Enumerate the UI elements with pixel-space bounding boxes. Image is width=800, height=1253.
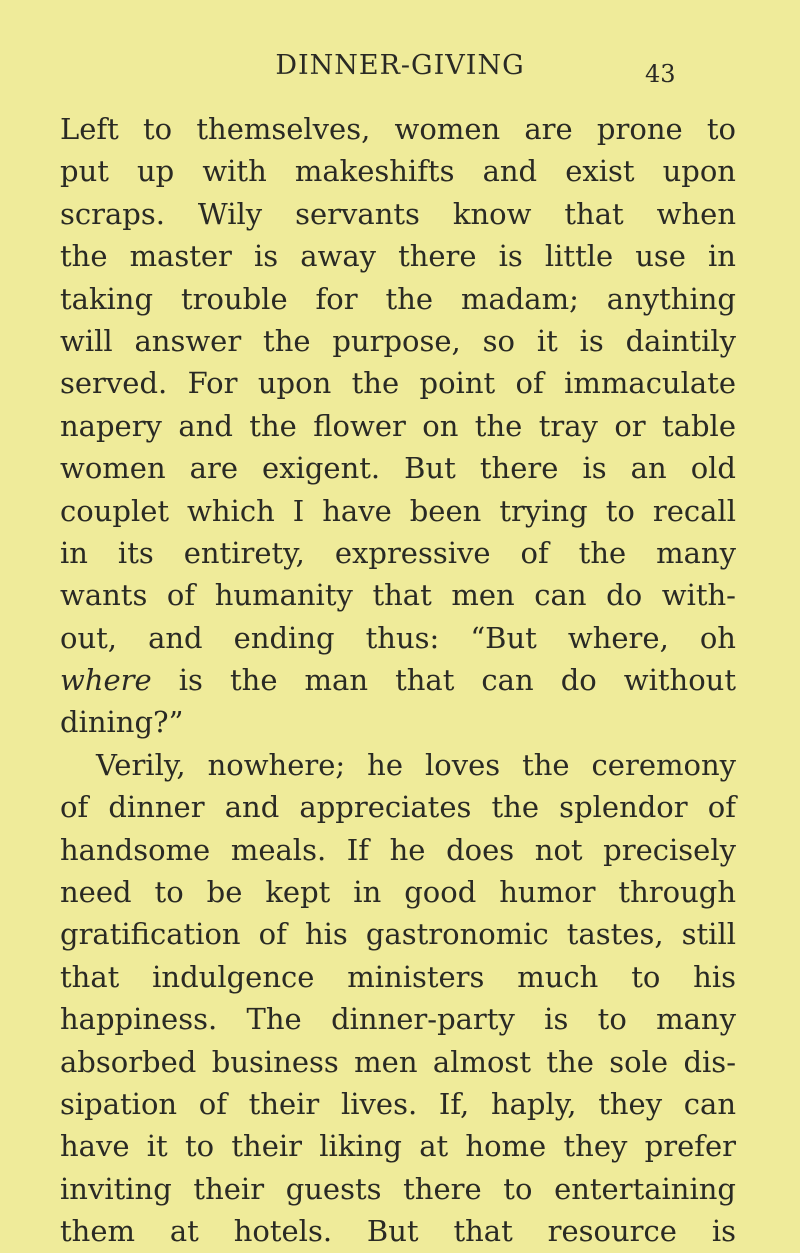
text-line: dining?”	[60, 705, 184, 740]
page-number: 43	[645, 60, 676, 88]
running-head	[0, 48, 800, 88]
text-line: put up with makeshifts and exist upon	[60, 154, 736, 189]
text-line: inviting their guests there to entertaining	[60, 1171, 736, 1206]
text-line: Left to themselves, women are prone to	[60, 112, 736, 146]
text-line: in its entirety, expressive of the many	[60, 535, 736, 570]
text-line: will answer the purpose, so it is daintily	[60, 323, 736, 358]
text-line: served. For upon the point of immaculate	[60, 366, 736, 401]
text-line-rest: is the man that can do without	[178, 663, 737, 698]
text-line: have it to their liking at home they prefer	[60, 1129, 736, 1164]
text-line: wants of humanity that men can do with-	[60, 578, 736, 613]
running-title: DINNER-GIVING	[275, 50, 525, 81]
text-line: absorbed business men almost the sole dis-	[60, 1044, 736, 1079]
text-line: handsome meals. If he does not precisely	[60, 832, 736, 867]
text-line-with-italic	[60, 659, 736, 701]
text-line: need to be kept in good humor through	[60, 875, 736, 910]
text-line: of dinner and appreciates the splendor of	[60, 790, 736, 825]
text-line: happiness. The dinner-party is to many	[60, 1002, 736, 1037]
italic-word: where	[60, 663, 152, 698]
text-line: taking trouble for the madam; anything	[60, 281, 736, 316]
text-line: gratification of his gastronomic tastes, still	[60, 917, 736, 952]
paragraph-start-line: Verily, nowhere; he loves the ceremony	[96, 747, 736, 782]
text-line: that indulgence ministers much to his	[60, 959, 736, 994]
text-line: women are exigent. But there is an old	[60, 451, 736, 486]
text-line: out, and ending thus: “But where, oh	[60, 620, 736, 655]
text-line: sipation of their lives. If, haply, they can	[60, 1086, 736, 1121]
text-line: couplet which I have been trying to recall	[60, 493, 736, 528]
text-line: them at hotels. But that resource is	[60, 1214, 736, 1249]
text-line: scraps. Wily servants know that when	[60, 196, 736, 231]
text-line: the master is away there is little use in	[60, 239, 736, 274]
text-line: napery and the flower on the tray or table	[60, 408, 736, 443]
body-text	[60, 108, 736, 1253]
